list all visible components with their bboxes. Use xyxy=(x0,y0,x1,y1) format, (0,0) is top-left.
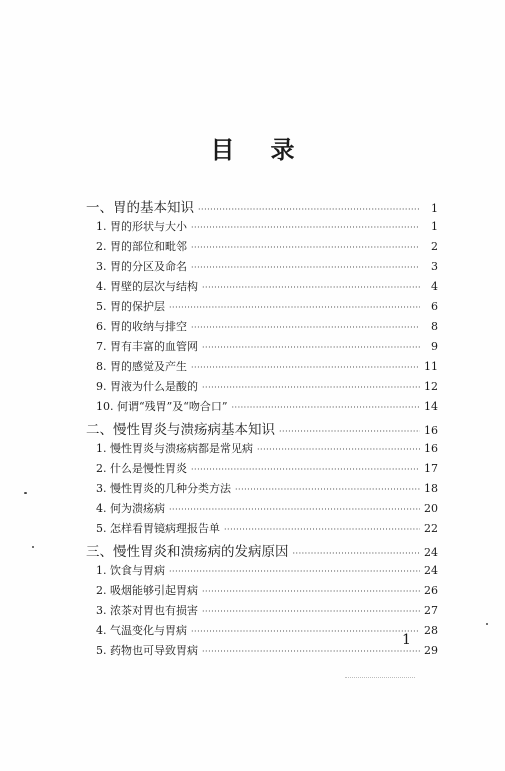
toc-item-row[interactable] xyxy=(86,278,438,298)
toc-page-number: 16 xyxy=(424,442,438,455)
toc-page-number: 3 xyxy=(431,260,438,273)
toc-entry-label: 3. 慢性胃炎的几种分类方法 xyxy=(96,482,231,495)
dot-leader xyxy=(202,343,420,352)
toc-item-row[interactable] xyxy=(86,602,438,622)
dot-leader xyxy=(202,647,420,656)
toc-page-number: 14 xyxy=(424,400,438,413)
toc-page-number: 22 xyxy=(424,522,438,535)
toc-page-number: 18 xyxy=(424,482,438,495)
toc-entry-label: 5. 胃的保护层 xyxy=(96,300,165,313)
page-title: 目录 xyxy=(210,136,331,164)
dot-leader xyxy=(279,427,420,436)
table-of-contents xyxy=(86,196,438,662)
dot-leader xyxy=(293,549,421,558)
toc-item-row[interactable] xyxy=(86,582,438,602)
dot-leader xyxy=(191,323,420,332)
toc-page-number: 27 xyxy=(424,604,438,617)
dot-leader xyxy=(191,627,420,636)
toc-item-row[interactable] xyxy=(86,480,438,500)
dot-leader xyxy=(257,445,420,454)
toc-entry-label: 7. 胃有丰富的血管网 xyxy=(96,340,198,353)
toc-page-number: 24 xyxy=(424,546,438,559)
toc-page-number: 4 xyxy=(431,280,438,293)
toc-item-row[interactable] xyxy=(86,258,438,278)
dot-leader xyxy=(202,283,420,292)
dot-leader xyxy=(202,587,420,596)
toc-page-number: 11 xyxy=(424,360,438,373)
toc-page-number: 16 xyxy=(424,424,438,437)
toc-page-number: 8 xyxy=(431,320,438,333)
toc-page-number: 26 xyxy=(424,584,438,597)
toc-entry-label: 2. 吸烟能够引起胃病 xyxy=(96,584,198,597)
dot-leader xyxy=(169,303,420,312)
dot-leader xyxy=(191,465,420,474)
toc-entry-label: 5. 怎样看胃镜病理报告单 xyxy=(96,522,220,535)
scan-speck xyxy=(32,546,34,548)
dot-leader xyxy=(202,383,420,392)
toc-entry-label: 4. 气温变化与胃病 xyxy=(96,624,187,637)
scan-artifact xyxy=(345,677,415,680)
toc-entry-label: 一、胃的基本知识 xyxy=(86,200,194,216)
toc-item-row[interactable] xyxy=(86,298,438,318)
dot-leader xyxy=(191,223,420,232)
toc-item-row[interactable] xyxy=(86,358,438,378)
toc-section-row[interactable] xyxy=(86,418,438,440)
toc-entry-label: 9. 胃液为什么是酸的 xyxy=(96,380,198,393)
toc-entry-label: 3. 浓茶对胃也有损害 xyxy=(96,604,198,617)
toc-item-row[interactable] xyxy=(86,338,438,358)
toc-item-row[interactable] xyxy=(86,500,438,520)
toc-item-row[interactable] xyxy=(86,440,438,460)
toc-item-row[interactable] xyxy=(86,318,438,338)
toc-item-row[interactable] xyxy=(86,562,438,582)
toc-item-row[interactable] xyxy=(86,520,438,540)
toc-section-row[interactable] xyxy=(86,196,438,218)
dot-leader xyxy=(191,263,420,272)
dot-leader xyxy=(191,243,420,252)
dot-leader xyxy=(202,607,420,616)
dot-leader xyxy=(224,525,420,534)
toc-section-row[interactable] xyxy=(86,540,438,562)
toc-entry-label: 2. 胃的部位和毗邻 xyxy=(96,240,187,253)
toc-page-number: 20 xyxy=(424,502,438,515)
toc-item-row[interactable] xyxy=(86,622,438,642)
toc-entry-label: 1. 胃的形状与大小 xyxy=(96,220,187,233)
toc-item-row[interactable] xyxy=(86,460,438,480)
toc-entry-label: 二、慢性胃炎与溃疡病基本知识 xyxy=(86,422,275,438)
toc-entry-label: 5. 药物也可导致胃病 xyxy=(96,644,198,657)
toc-entry-label: 4. 何为溃疡病 xyxy=(96,502,165,515)
toc-page-number: 9 xyxy=(431,340,438,353)
toc-entry-label: 10. 何谓“残胃”及“吻合口” xyxy=(96,400,228,413)
toc-item-row[interactable] xyxy=(86,642,438,662)
toc-entry-label: 3. 胃的分区及命名 xyxy=(96,260,187,273)
toc-item-row[interactable] xyxy=(86,238,438,258)
toc-entry-label: 1. 饮食与胃病 xyxy=(96,564,165,577)
toc-page-number: 1 xyxy=(431,220,438,233)
toc-page-number: 24 xyxy=(424,564,438,577)
toc-page-number: 6 xyxy=(431,300,438,313)
toc-page-number: 1 xyxy=(431,202,438,215)
scan-speck xyxy=(486,623,488,625)
dot-leader xyxy=(169,505,420,514)
toc-page-number: 12 xyxy=(424,380,438,393)
toc-item-row[interactable] xyxy=(86,398,438,418)
page-number: 1 xyxy=(402,632,411,648)
dot-leader xyxy=(169,567,420,576)
toc-page-number: 2 xyxy=(431,240,438,253)
toc-item-row[interactable] xyxy=(86,378,438,398)
toc-page-number: 17 xyxy=(424,462,438,475)
toc-entry-label: 6. 胃的收纳与排空 xyxy=(96,320,187,333)
toc-entry-label: 1. 慢性胃炎与溃疡病都是常见病 xyxy=(96,442,253,455)
toc-page-number: 28 xyxy=(424,624,438,637)
toc-entry-label: 8. 胃的感觉及产生 xyxy=(96,360,187,373)
dot-leader xyxy=(191,363,420,372)
toc-entry-label: 2. 什么是慢性胃炎 xyxy=(96,462,187,475)
toc-entry-label: 三、慢性胃炎和溃疡病的发病原因 xyxy=(86,544,289,560)
toc-entry-label: 4. 胃壁的层次与结构 xyxy=(96,280,198,293)
dot-leader xyxy=(198,205,420,214)
toc-item-row[interactable] xyxy=(86,218,438,238)
scan-speck xyxy=(24,492,27,494)
dot-leader xyxy=(231,403,420,412)
toc-page-number: 29 xyxy=(424,644,438,657)
dot-leader xyxy=(235,485,420,494)
